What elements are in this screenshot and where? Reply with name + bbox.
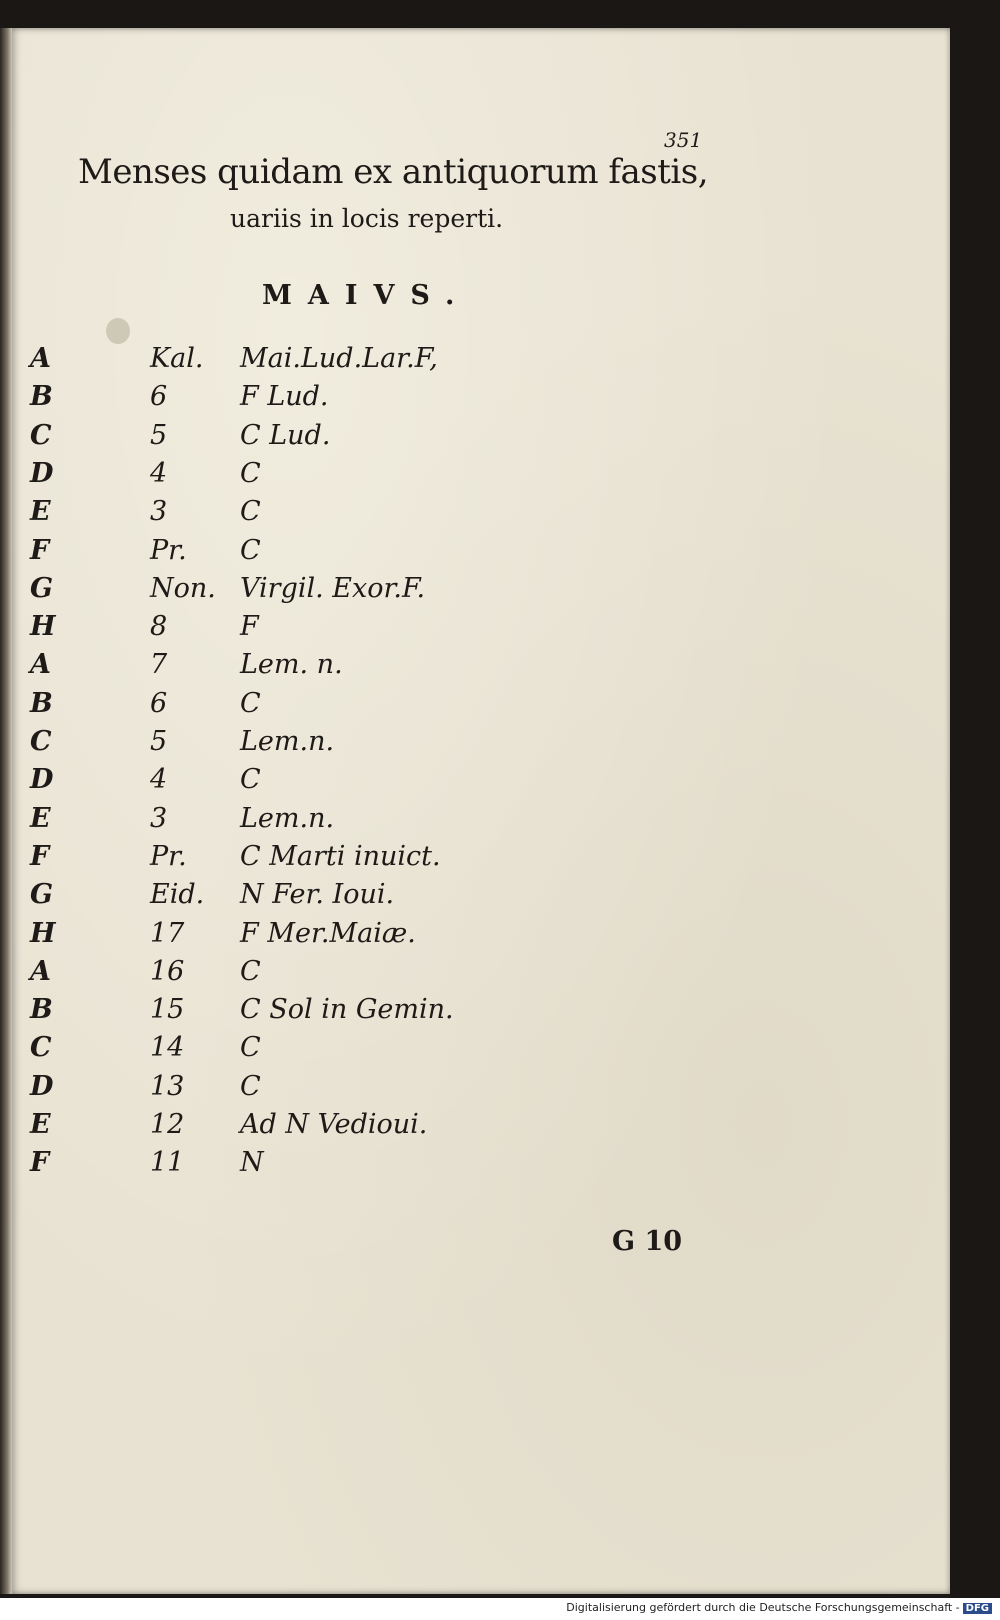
month-heading: MAIVS. [262, 280, 471, 311]
calendar-row [0, 688, 940, 726]
calendar-row [0, 573, 940, 611]
dominical-letter: A [30, 955, 51, 987]
roman-day: 7 [150, 649, 168, 681]
roman-day: 13 [150, 1070, 185, 1102]
dominical-letter: B [30, 381, 53, 413]
roman-day: Pr. [150, 840, 187, 872]
calendar-row [0, 343, 940, 381]
roman-day: 11 [150, 1147, 185, 1179]
folio-number: 351 [664, 128, 703, 152]
roman-day: 16 [150, 955, 185, 987]
roman-day: 17 [150, 917, 185, 949]
day-note: F Mer.Maiæ. [240, 917, 416, 949]
calendar-row [0, 918, 940, 956]
calendar-row [0, 1071, 940, 1109]
dominical-letter: C [30, 419, 52, 451]
dominical-letter: E [30, 802, 51, 834]
day-note: F [240, 611, 259, 643]
roman-day: 3 [150, 496, 168, 528]
day-note: F Lud. [240, 381, 329, 413]
roman-day: Kal. [150, 343, 204, 374]
day-note: C [240, 534, 261, 566]
day-note: C [240, 687, 261, 719]
digitization-footer [566, 1601, 992, 1614]
day-note: C [240, 496, 261, 528]
roman-day: 5 [150, 419, 168, 451]
day-note: Virgil. Exor.F. [240, 572, 426, 604]
dominical-letter: C [30, 726, 52, 757]
dominical-letter: G [30, 572, 54, 604]
roman-day: 6 [150, 381, 168, 413]
dfg-logo: DFG [963, 1603, 992, 1614]
page-subtitle: uariis in locis reperti. [230, 204, 504, 233]
day-note: C [240, 955, 261, 987]
dominical-letter: A [30, 649, 51, 681]
roman-day: Eid. [150, 879, 205, 911]
day-note: C [240, 764, 261, 796]
dominical-letter: G [30, 879, 54, 911]
dominical-letter: B [30, 994, 53, 1026]
roman-day: 3 [150, 802, 168, 834]
calendar-row [0, 1109, 940, 1147]
calendar-row [0, 535, 940, 573]
roman-day: 12 [150, 1109, 185, 1140]
roman-day: 14 [150, 1032, 185, 1064]
dominical-letter: B [30, 687, 53, 719]
day-note: C Marti inuict. [240, 840, 441, 872]
day-note: Lem. n. [240, 649, 343, 681]
calendar-row [0, 649, 940, 687]
dominical-letter: A [30, 343, 51, 374]
calendar-row [0, 1032, 940, 1070]
calendar-row [0, 726, 940, 764]
calendar-row [0, 879, 940, 917]
dominical-letter: E [30, 1109, 51, 1140]
roman-day: 6 [150, 687, 168, 719]
dominical-letter: F [30, 1147, 50, 1179]
day-note: N [240, 1147, 264, 1179]
dominical-letter: F [30, 840, 50, 872]
ink-smudge [106, 318, 130, 344]
calendar-row [0, 1147, 940, 1185]
calendar-row [0, 994, 940, 1032]
calendar-row [0, 841, 940, 879]
roman-day: 8 [150, 611, 168, 643]
dominical-letter: D [30, 1070, 54, 1102]
day-note: Lem.n. [240, 726, 335, 757]
day-note: C [240, 1032, 261, 1064]
day-note: N Fer. Ioui. [240, 879, 395, 911]
day-note: Ad N Vedioui. [240, 1109, 428, 1140]
roman-day: 4 [150, 457, 168, 489]
day-note: C Lud. [240, 419, 331, 451]
dominical-letter: F [30, 534, 50, 566]
dominical-letter: E [30, 496, 51, 528]
calendar-row [0, 458, 940, 496]
calendar-row [0, 956, 940, 994]
day-note: C [240, 1070, 261, 1102]
dominical-letter: H [30, 611, 56, 643]
day-note: C Sol in Gemin. [240, 994, 454, 1026]
dominical-letter: H [30, 917, 56, 949]
dominical-letter: D [30, 764, 54, 796]
calendar-row [0, 803, 940, 841]
catchword: G 10 [612, 1226, 683, 1257]
page-title: Menses quidam ex antiquorum fastis, [78, 152, 709, 192]
roman-day: Non. [150, 572, 216, 604]
roman-day: Pr. [150, 534, 187, 566]
roman-day: 4 [150, 764, 168, 796]
dominical-letter: D [30, 457, 54, 489]
roman-day: 15 [150, 994, 185, 1026]
calendar-row [0, 764, 940, 802]
day-note: Lem.n. [240, 802, 335, 834]
calendar-row [0, 496, 940, 534]
roman-day: 5 [150, 726, 168, 757]
calendar-row [0, 611, 940, 649]
day-note: Mai.Lud.Lar.F, [240, 343, 438, 374]
calendar-row [0, 420, 940, 458]
dominical-letter: C [30, 1032, 52, 1064]
footer-text: Digitalisierung gefördert durch die Deutsche Forschungsgemeinschaft - [566, 1601, 960, 1614]
day-note: C [240, 457, 261, 489]
calendar-row [0, 381, 940, 419]
